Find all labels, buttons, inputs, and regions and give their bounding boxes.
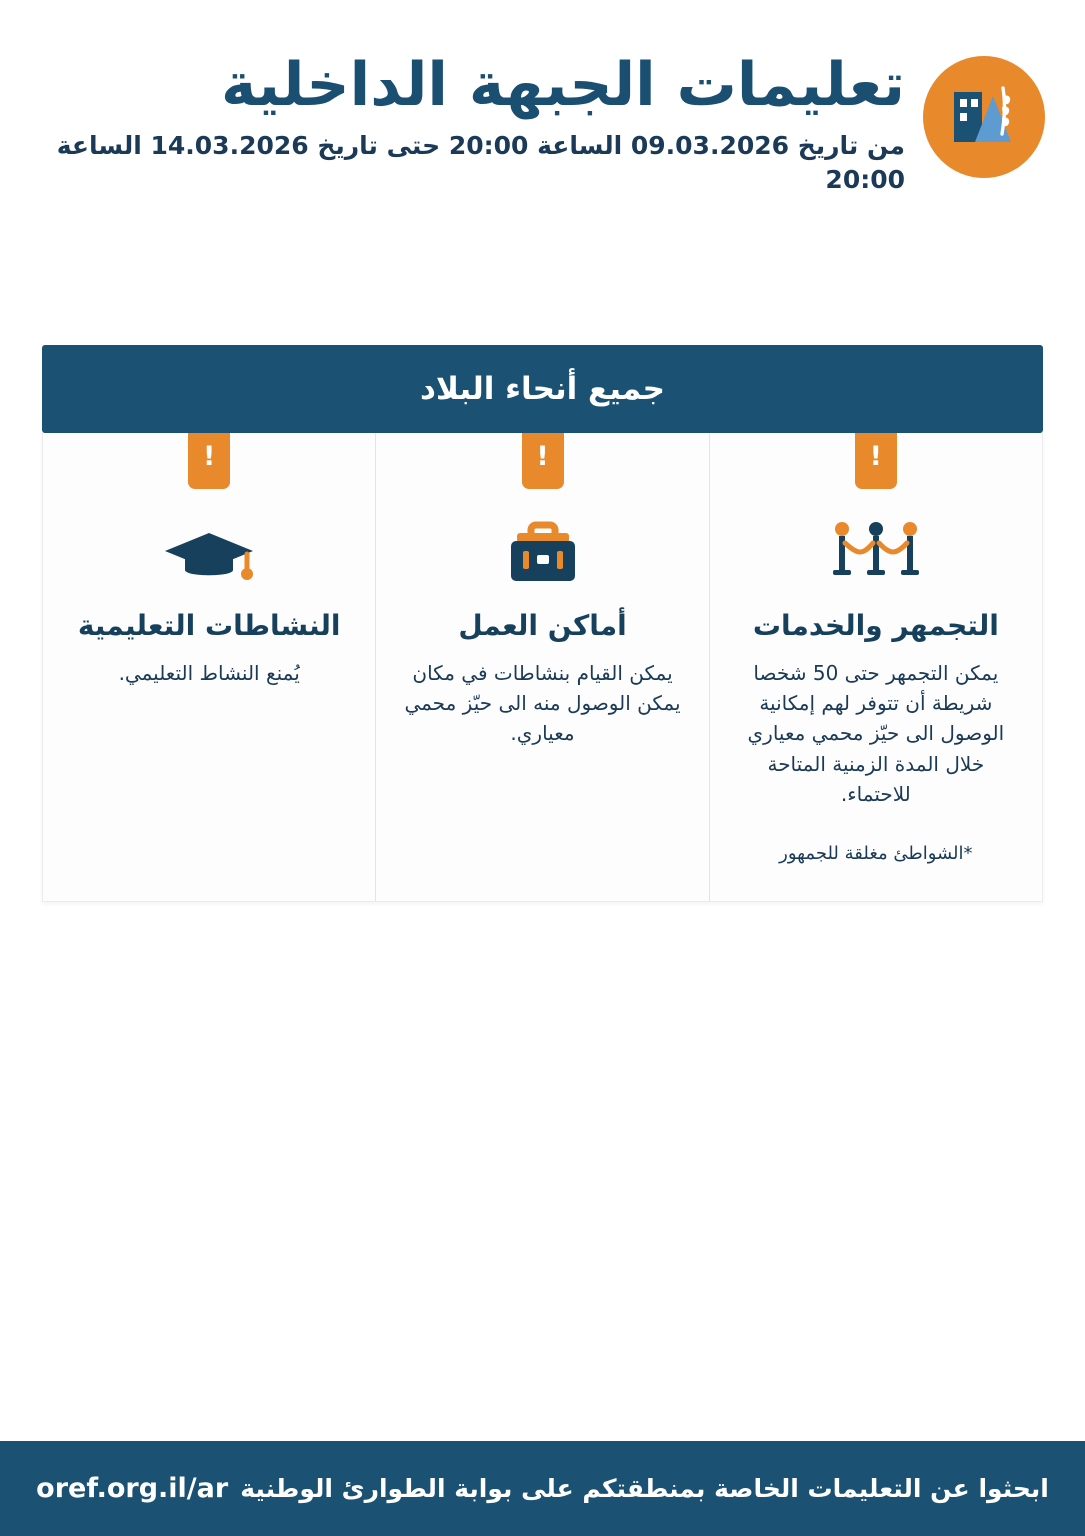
card-title: النشاطات التعليمية <box>77 608 341 642</box>
home-front-command-logo <box>923 56 1045 178</box>
alert-marker-icon: ! <box>855 433 897 489</box>
card-body: يُمنع النشاط التعليمي. <box>118 660 300 685</box>
guidelines-card-group <box>42 433 1043 902</box>
card-body: يمكن القيام بنشاطات في مكان يمكن الوصول منه الى حيّز محمي معياري. <box>404 660 681 746</box>
alert-marker-icon: ! <box>188 433 230 489</box>
rope-barrier-crowd-icon <box>732 517 1020 591</box>
card-note: *الشواطئ مغلقة للجمهور <box>779 842 973 864</box>
logo-icon <box>923 56 1045 178</box>
alert-marker-icon: ! <box>522 433 564 489</box>
region-banner: جميع أنحاء البلاد <box>42 345 1043 433</box>
card-educational-activities <box>43 433 375 901</box>
header-text-block <box>40 48 905 197</box>
page-header <box>0 0 1085 197</box>
card-body: يمكن التجمهر حتى 50 شخصا شريطة أن تتوفر لهم إمكانية الوصول الى حيّز محمي معياري خلال المدة الزمنية المتاحة للاحتماء. <box>747 660 1005 807</box>
card-workplaces <box>375 433 708 901</box>
card-title: أماكن العمل <box>458 608 627 642</box>
graduation-cap-icon <box>65 517 353 591</box>
card-gatherings-and-services <box>709 433 1042 901</box>
page-title: تعليمات الجبهة الداخلية <box>221 50 905 120</box>
content-area <box>0 345 1085 902</box>
footer-text: ابحثوا عن التعليمات الخاصة بمنطقتكم على بوابة الطوارئ الوطنية <box>240 1474 1049 1503</box>
footer-url-link[interactable]: oref.org.il/ar <box>36 1473 229 1504</box>
card-title: التجمهر والخدمات <box>752 608 999 642</box>
briefcase-icon <box>398 517 686 591</box>
page-footer <box>0 1441 1085 1536</box>
validity-period: من تاريخ 09.03.2026 الساعة 20:00 حتى تاريخ 14.03.2026 الساعة 20:00 <box>56 131 905 194</box>
